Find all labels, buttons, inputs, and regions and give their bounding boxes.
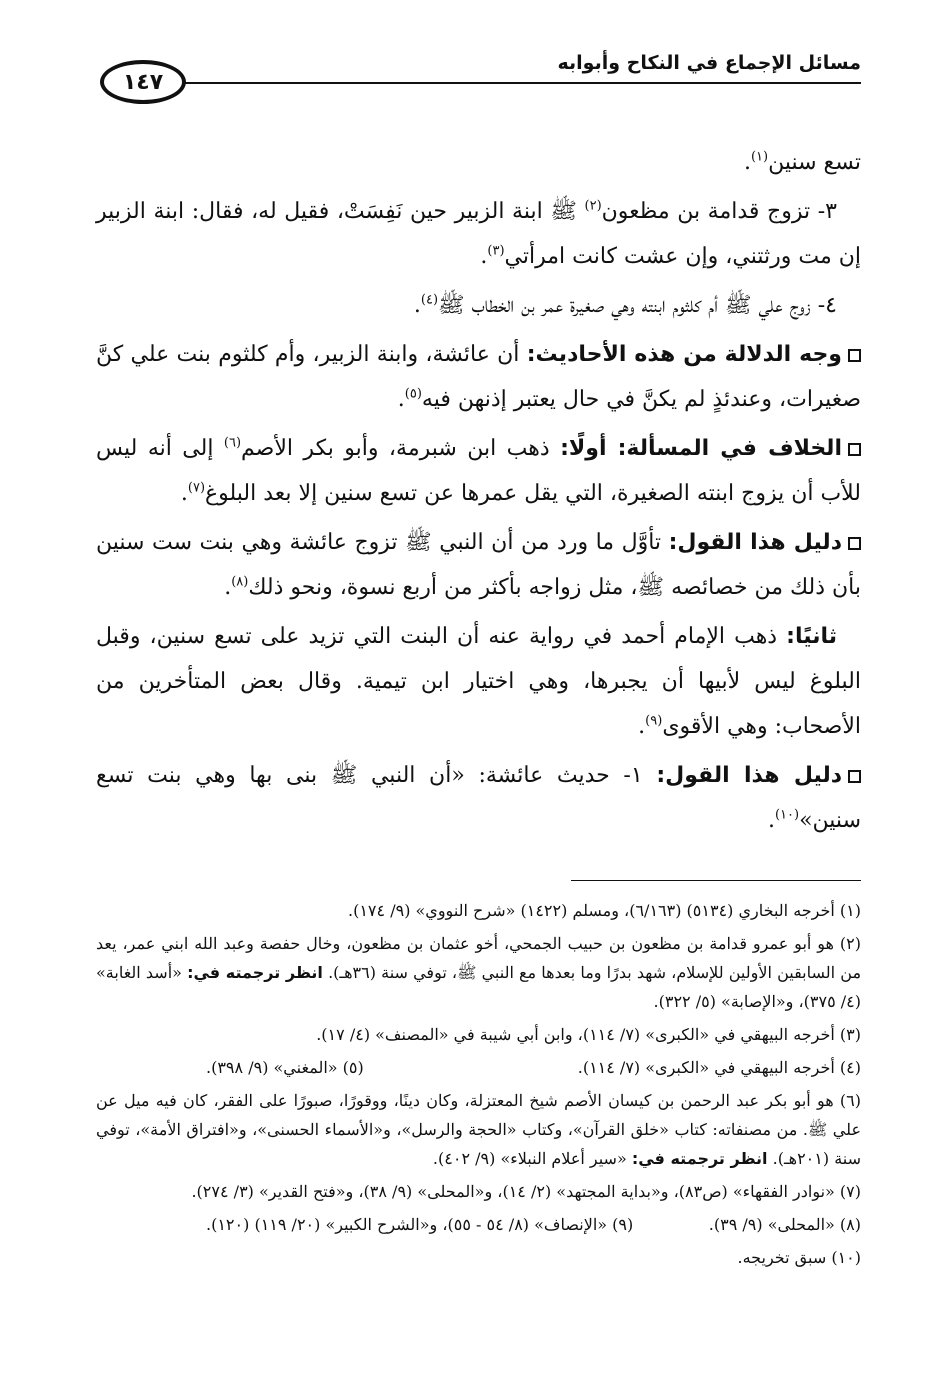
footnote-ref: (٧) [187,480,206,496]
paragraph-4: وجه الدلالة من هذه الأحاديث: أن عائشة، وابنة الزبير، وأم كلثوم بنت علي كنَّ صغيرات، وعندئذٍ لم يكنَّ في حال يعتبر إذنهن فيه$^{(٥)}$. [96,342,861,412]
text: تأوَّل ما ورد من أن النبي ﷺ تزوج عائشة وهي بنت ست سنين بأن ذلك من خصائصه ﷺ، مثل زواجه بأكثر من أربع نسوة، ونحو ذلك [96,530,861,600]
footnote-row-8-9 [96,1210,861,1239]
footnote-ref: (٣) [487,243,505,259]
checkbox-square-icon [848,537,861,550]
text: (٢) هو أبو عمرو قدامة بن مظعون بن حبيب الجمحي، أخو عثمان بن مظعون، وخال حفصة وعبد الله ابني عمر، يعد من السابقين الأولين للإسلام، شهد بدرًا وما بعدها مع النبي ﷺ، توفي سنة (٣٦هـ). [96,934,862,982]
text: تسع سنين [768,150,861,175]
footnote-7: (٧) «نوادر الفقهاء» (ص٨٣)، و«بداية المجتهد» (٢/ ١٤)، و«المحلى» (٩/ ٣٨)، و«فتح القدير» (٣/ ٢٧٤). [191,1182,861,1201]
text: ٤- زوج علي ﷺ أم كلثوم ابنته وهي صغيرة عمر بن الخطاب ﷺ [438,293,837,318]
heading-keyword: دليل هذا القول: [656,763,842,788]
footnotes [96,896,861,1276]
heading-keyword: وجه الدلالة من هذه الأحاديث: [526,342,842,367]
paragraph-7: ثانيًا: ذهب الإمام أحمد في رواية عنه أن البنت التي تزيد على تسع سنين، وقبل البلوغ ليس لأبيها أن يجبرها، وهي اختيار ابن تيمية. وقال بعض المتأخرين من الأصحاب: وهي الأقوى$^{(٩)}$. [96,624,861,739]
page-number: ١٤٧ [100,60,186,104]
paragraph-3: ٤- زوج علي ﷺ أم كلثوم ابنته وهي صغيرة عمر بن الخطاب ﷺ$^{(٤)}$. [413,292,837,318]
footnote-4: (٤) أخرجه البيهقي في «الكبرى» (٧/ ١١٤). [577,1058,861,1077]
checkbox-square-icon [848,349,861,362]
footnote-separator [571,880,861,881]
footnote-8: (٨) «المحلى» (٩/ ٣٩). [708,1215,861,1234]
checkbox-square-icon [848,770,861,783]
footnote-9: (٩) «الإنصاف» (٨/ ٥٤ - ٥٥)، و«الشرح الكبير» (٢٠/ ١١٩) (١٢٠). [206,1215,634,1234]
header-title: مسائل الإجماع في النكاح وأبوابه [557,52,861,74]
bold-label: انظر ترجمته في: [187,963,323,982]
header-rule [180,82,861,84]
footnote-2 [96,929,861,1016]
text: ١- حديث عائشة: «أن النبي ﷺ بنى بها وهي بنت تسع سنين» [96,763,861,833]
paragraph-1: تسع سنين$^{(١)}$. [743,149,861,175]
paragraph-2: ٣- تزوج قدامة بن مظعون$^{(٢)}$ ﷺ ابنة الزبير حين نَفِسَتْ، فقيل له، فقال: ابنة الزبير إن مت ورثتني، وإن عشت كانت امرأتي$^{(٣)}$. [96,198,861,269]
footnote-5: (٥) «المغني» (٩/ ٣٩٨). [206,1058,364,1077]
footnote-ref: (٢) [584,198,602,214]
footnote-row-4-5 [96,1053,861,1082]
running-header [100,48,861,108]
text: ﷺ ابنة الزبير حين نَفِسَتْ، فقيل له، فقال: ابنة الزبير إن مت ورثتني، وإن عشت كانت امرأتي [96,199,861,269]
text: أن عائشة، وابنة الزبير، وأم كلثوم بنت علي كنَّ صغيرات، وعندئذٍ لم يكنَّ في حال يعتبر إذنهن فيه [96,342,861,412]
heading-keyword: الخلاف في المسألة: أولًا: [560,436,842,461]
footnote-3: (٣) أخرجه البيهقي في «الكبرى» (٧/ ١١٤)، وابن أبي شيبة في «المصنف» (٤/ ١٧). [316,1025,861,1044]
text: ٣- تزوج قدامة بن مظعون [601,199,837,224]
text: (٦) هو أبو بكر عبد الرحمن بن كيسان الأصم شيخ المعتزلة، وكان دينًا، ووقورًا، صبورًا على الفقر، كان فيه ميل عن علي ﷺ. من مصنفاته: كتاب «خلق القرآن»، وكتاب «الحجة والرسل»، و«الأسماء الحسنى»، و«افتراق الأمة»، توفي سنة (٢٠١هـ). [96,1091,861,1168]
footnote-ref: (١) [750,149,769,165]
footnote-ref: (١٠) [774,807,800,823]
paragraph-6: دليل هذا القول: تأوَّل ما ورد من أن النبي ﷺ تزوج عائشة وهي بنت ست سنين بأن ذلك من خصائصه ﷺ، مثل زواجه بأكثر من أربع نسوة، ونحو ذلك$^{(٨)}$. [96,530,861,600]
text: «سير أعلام النبلاء» (٩/ ٤٠٢). [432,1149,627,1168]
text: ذهب ابن شبرمة، وأبو بكر الأصم [241,436,561,461]
bold-label: انظر ترجمته في: [631,1149,768,1168]
footnote-10: (١٠) سبق تخريجه. [737,1248,861,1267]
heading-keyword: دليل هذا القول: [668,530,842,555]
text: «أسد الغابة» (٤/ ٣٧٥)، و«الإصابة» (٥/ ٣٢٢). [96,963,861,1011]
footnote-1: (١) أخرجه البخاري (٥١٣٤) (٦/١٦٣)، ومسلم (١٤٢٢) «شرح النووي» (٩/ ١٧٤). [348,901,861,920]
footnote-ref: (٤) [420,292,439,308]
checkbox-square-icon [848,443,861,456]
footnote-ref: (٦) [223,435,242,451]
text: ذهب الإمام أحمد في رواية عنه أن البنت التي تزيد على تسع سنين، وقبل البلوغ ليس لأبيها أن يجبرها، وهي اختيار ابن تيمية. وقال بعض المتأخرين من الأصحاب: وهي الأقوى [96,624,861,739]
text: إلى أنه ليس للأب أن يزوج ابنته الصغيرة، التي يقل عمرها عن تسع سنين إلا بعد البلوغ [96,436,861,506]
footnote-ref: (٥) [404,386,422,402]
heading-keyword: ثانيًا: [786,624,837,649]
paragraph-5: الخلاف في المسألة: أولًا: ذهب ابن شبرمة، وأبو بكر الأصم$^{(٦)}$ إلى أنه ليس للأب أن يزوج ابنته الصغيرة، التي يقل عمرها عن تسع سنين إلا بعد البلوغ$^{(٧)}$. [96,435,861,506]
paragraph-8: دليل هذا القول: ١- حديث عائشة: «أن النبي ﷺ بنى بها وهي بنت تسع سنين»$^{(١٠)}$. [96,763,861,833]
footnote-6 [96,1086,861,1173]
footnote-ref: (٩) [645,713,663,729]
main-text [96,140,861,847]
footnote-ref: (٨) [231,574,249,590]
